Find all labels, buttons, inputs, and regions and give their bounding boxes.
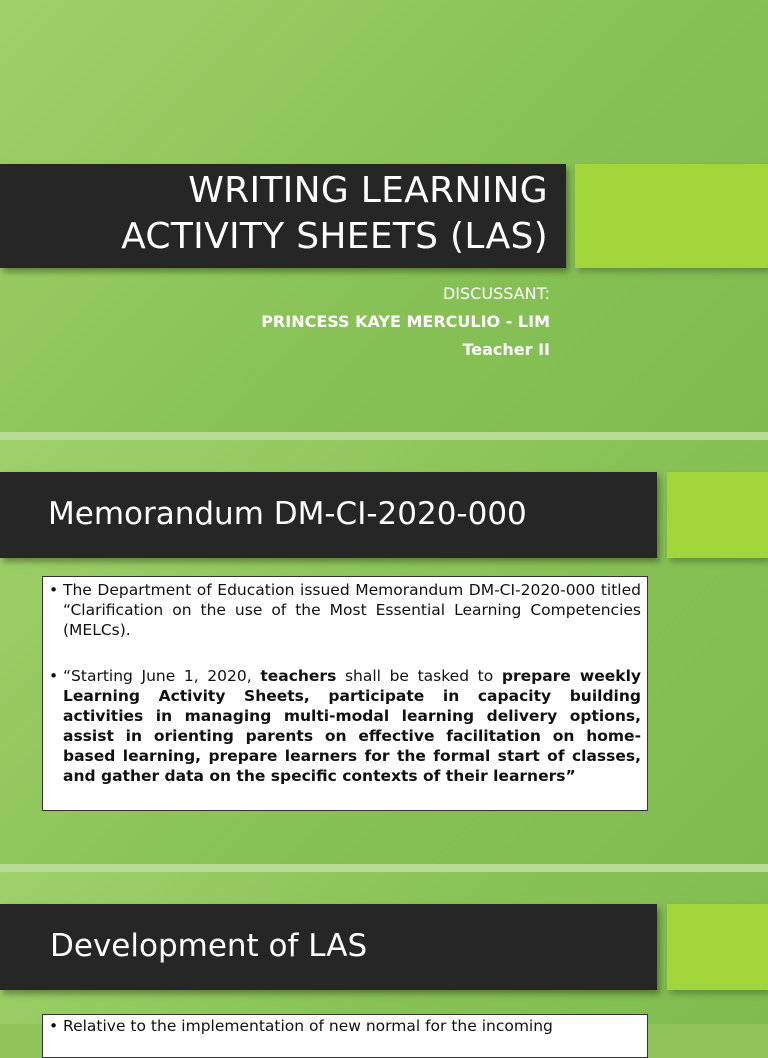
accent-block	[575, 164, 768, 268]
bullet-item	[49, 1016, 641, 1036]
content-textbox	[42, 576, 648, 811]
accent-block	[667, 472, 768, 558]
title-bar	[0, 164, 566, 268]
bullet-text-part: “Starting June 1, 2020,	[63, 667, 261, 685]
bullet-text: Relative to the implementation of new normal for the incoming	[63, 1017, 553, 1035]
slide-memorandum	[0, 440, 768, 864]
heading-bar	[0, 904, 657, 990]
accent-block	[667, 904, 768, 990]
bullet-item	[49, 666, 641, 786]
bullet-item	[49, 580, 641, 640]
presenter-role: Teacher II	[462, 340, 550, 359]
slide-heading: Memorandum DM-CI-2020-000	[48, 496, 527, 532]
slide-heading: Development of LAS	[50, 928, 368, 964]
slide-divider	[0, 864, 768, 872]
bullet-text: The Department of Education issued Memorandum DM-CI-2020-000 titled “Clarification on the use of the Most Essential Learning Competencies (MELCs).	[63, 581, 641, 639]
title-line-2: ACTIVITY SHEETS (LAS)	[121, 216, 548, 257]
bullet-bold-text: prepare weekly Learning Activity Sheets, participate in capacity building activities in managing multi-modal learning delivery options, assist in orienting parents on effective facilitation on home-based learning, prepare learners for the formal start of classes, and gather data on the specific contexts of their learners”	[63, 667, 641, 785]
slide-title-text	[121, 164, 548, 260]
heading-bar	[0, 472, 657, 558]
slide-divider	[0, 432, 768, 440]
presenter-name: PRINCESS KAYE MERCULIO - LIM	[261, 312, 550, 331]
bullet-bold-text: teachers	[260, 667, 337, 685]
discussant-label: DISCUSSANT:	[442, 284, 550, 303]
content-textbox	[42, 1014, 648, 1058]
bullet-text-part: shall be tasked to	[336, 667, 502, 685]
discussant-block	[261, 280, 550, 364]
slide-title	[0, 0, 768, 432]
title-line-1: WRITING LEARNING	[188, 170, 548, 211]
slide-development	[0, 872, 768, 1035]
